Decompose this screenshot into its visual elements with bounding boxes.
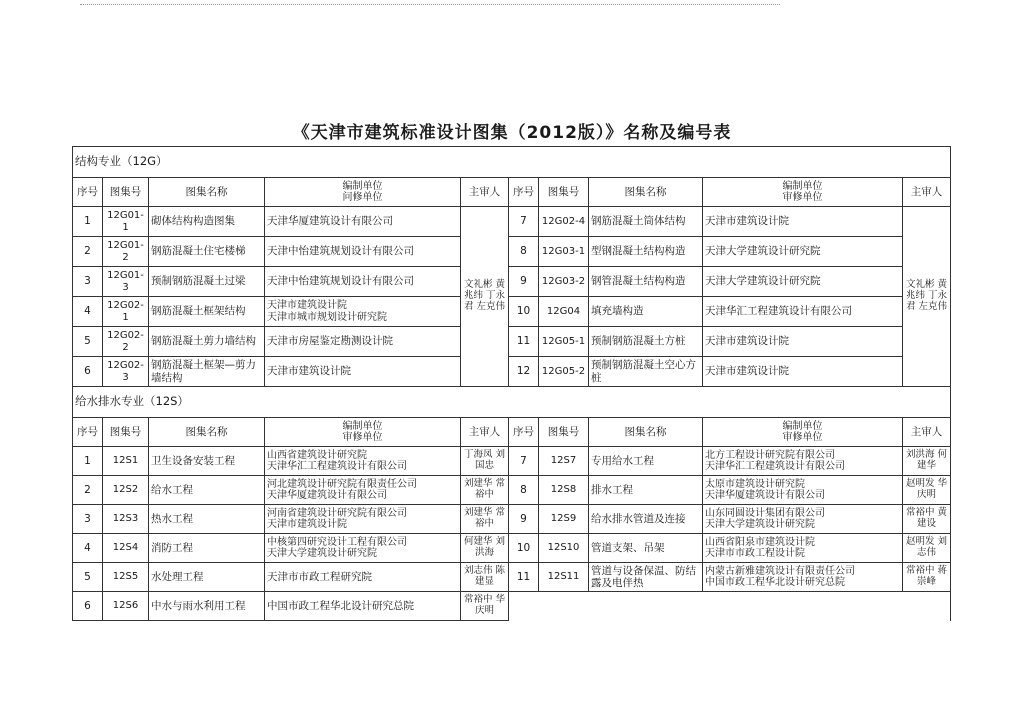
- cell-seq: 1: [73, 207, 103, 237]
- cell-unit-line2: 天津华汇工程建筑设计有限公司: [705, 461, 845, 472]
- cell-unit: [703, 476, 903, 505]
- cell-atlas-name: 钢管混凝土结构构造: [589, 267, 703, 297]
- header-unit-right-l2: 审修单位: [782, 192, 823, 203]
- cell-unit-line1: 山西省阳泉市建筑设计院: [705, 536, 815, 548]
- cell-reviewer: 赵明发 华庆明: [903, 476, 951, 505]
- cell-atlas-name: 钢筋混凝土剪力墙结构: [149, 327, 265, 357]
- cell-atlas-name: 专用给水工程: [589, 447, 703, 476]
- header-seq-right: 序号: [509, 418, 539, 447]
- cell-atlas-name: 预制钢筋混凝土方桩: [589, 327, 703, 357]
- cell-unit: [703, 563, 903, 592]
- cell-unit: [265, 534, 461, 563]
- cell-unit-line1: 河北建筑设计研究院有限责任公司: [267, 478, 417, 490]
- table-row: [73, 357, 951, 387]
- header-unit-l1: 编制单位: [342, 180, 383, 192]
- cell-seq: 5: [73, 563, 103, 592]
- cell-unit-line2: 天津市市政工程设计院: [705, 548, 805, 559]
- cell-atlas-no: 12S10: [539, 534, 589, 563]
- cell-atlas-no: 12S4: [103, 534, 149, 563]
- cell-unit-line2: 天津华厦建筑设计有限公司: [705, 490, 825, 501]
- table-row: [73, 447, 951, 476]
- document-title: 《天津市建筑标准设计图集（2012版）》名称及编号表: [292, 123, 732, 143]
- table-row: [73, 476, 951, 505]
- cell-atlas-no: 12S6: [103, 592, 149, 621]
- header-unit-right-l2: 审修单位: [782, 432, 823, 443]
- section-row-water: [73, 387, 951, 418]
- header-unit-right: [703, 178, 903, 207]
- cell-seq: 8: [509, 476, 539, 505]
- table-row: [73, 207, 951, 237]
- cell-unit: [703, 505, 903, 534]
- cell-unit-line1: 山东同圆设计集团有限公司: [705, 507, 825, 519]
- cell-atlas-no: 12S5: [103, 563, 149, 592]
- empty-cell: [509, 592, 539, 621]
- cell-atlas-no: 12G01-2: [103, 237, 149, 267]
- table-row: [73, 237, 951, 267]
- cell-seq: 11: [509, 327, 539, 357]
- header-atlas-no-right: 图集号: [539, 178, 589, 207]
- cell-seq: 4: [73, 297, 103, 327]
- cell-atlas-no: 12G05-1: [539, 327, 589, 357]
- table-header-row: [73, 178, 951, 207]
- header-unit: [265, 418, 461, 447]
- header-unit-l1: 编制单位: [342, 420, 383, 432]
- cell-atlas-name: 钢筋混凝土筒体结构: [589, 207, 703, 237]
- atlas-table: [72, 146, 951, 621]
- header-atlas-no: 图集号: [103, 178, 149, 207]
- table-header-row: [73, 418, 951, 447]
- cell-seq: 10: [509, 297, 539, 327]
- cell-seq: 5: [73, 327, 103, 357]
- cell-unit-line2: 天津市城市规划设计研究院: [267, 311, 387, 323]
- cell-unit: 天津市建筑设计院: [703, 207, 903, 237]
- cell-unit: 天津中怡建筑规划设计有限公司: [265, 267, 461, 297]
- cell-atlas-no: 12G03-2: [539, 267, 589, 297]
- cell-atlas-no: 12G01-1: [103, 207, 149, 237]
- atlas-table-sheet: [72, 146, 950, 632]
- cell-atlas-no: 12G02-2: [103, 327, 149, 357]
- cell-atlas-no: 12G04: [539, 297, 589, 327]
- cell-unit-line1: 山西省建筑设计研究院: [267, 449, 367, 461]
- cell-unit: 天津市市政工程研究院: [265, 563, 461, 592]
- cell-atlas-no: 12G01-3: [103, 267, 149, 297]
- header-unit-right-l1: 编制单位: [782, 180, 823, 192]
- cell-unit-line1: 北方工程设计研究院有限公司: [705, 449, 835, 461]
- header-unit-l2: 问修单位: [342, 192, 383, 203]
- table-row: [73, 563, 951, 592]
- cell-unit-line1: 天津市建筑设计院: [267, 300, 347, 311]
- header-unit-right-l1: 编制单位: [782, 420, 823, 432]
- empty-cell: [903, 592, 951, 621]
- cell-reviewer: 刘建华 常裕中: [461, 476, 509, 505]
- cell-atlas-no: 12S7: [539, 447, 589, 476]
- header-reviewer: 主审人: [461, 178, 509, 207]
- cell-atlas-name: 预制钢筋混凝土空心方桩: [589, 357, 703, 387]
- header-atlas-name-right: 图集名称: [589, 178, 703, 207]
- cell-unit: 天津市房屋鉴定勘测设计院: [265, 327, 461, 357]
- cell-atlas-name: 砌体结构构造图集: [149, 207, 265, 237]
- table-row: [73, 505, 951, 534]
- header-atlas-no-right: 图集号: [539, 418, 589, 447]
- cell-unit: [265, 476, 461, 505]
- table-row: [73, 327, 951, 357]
- cell-atlas-name: 钢筋混凝土框架结构: [149, 297, 265, 327]
- cell-unit: 天津市建筑设计院: [265, 357, 461, 387]
- cell-unit: [265, 505, 461, 534]
- cell-seq: 2: [73, 476, 103, 505]
- cell-atlas-no: 12S11: [539, 563, 589, 592]
- cell-unit: [265, 447, 461, 476]
- cell-seq: 11: [509, 563, 539, 592]
- cell-atlas-no: 12S9: [539, 505, 589, 534]
- cell-seq: 6: [73, 592, 103, 621]
- cell-seq: 9: [509, 505, 539, 534]
- cell-unit: 天津大学建筑设计研究院: [703, 267, 903, 297]
- cell-atlas-name: 管道支架、吊架: [589, 534, 703, 563]
- empty-cell: [703, 592, 903, 621]
- header-reviewer: 主审人: [461, 418, 509, 447]
- cell-seq: 9: [509, 267, 539, 297]
- cell-unit-line1: 河南省建筑设计研究院有限公司: [267, 507, 407, 519]
- header-seq: 序号: [73, 418, 103, 447]
- header-seq: 序号: [73, 178, 103, 207]
- cell-reviewer: 常裕中 蒋崇峰: [903, 563, 951, 592]
- cell-seq: 3: [73, 267, 103, 297]
- cell-atlas-name: 排水工程: [589, 476, 703, 505]
- cell-reviewer-group: 文礼彬 黄兆纬 丁永君 左克伟: [461, 207, 509, 387]
- cell-reviewer: 刘建华 常裕中: [461, 505, 509, 534]
- cell-seq: 3: [73, 505, 103, 534]
- cell-atlas-no: 12G02-4: [539, 207, 589, 237]
- header-unit-l2: 审修单位: [342, 432, 383, 443]
- cell-atlas-name: 中水与雨水利用工程: [149, 592, 265, 621]
- cell-seq: 2: [73, 237, 103, 267]
- table-row: [73, 297, 951, 327]
- cell-seq: 8: [509, 237, 539, 267]
- cell-reviewer: 刘志伟 陈建显: [461, 563, 509, 592]
- cell-reviewer: 何建华 刘洪海: [461, 534, 509, 563]
- cell-atlas-name: 给水工程: [149, 476, 265, 505]
- cell-atlas-no: 12G02-1: [103, 297, 149, 327]
- header-atlas-name: 图集名称: [149, 178, 265, 207]
- cell-unit: 天津市建筑设计院: [703, 357, 903, 387]
- cell-unit-line1: 内蒙古新雅建筑设计有限责任公司: [705, 565, 855, 577]
- cell-unit-line2: 天津大学建筑设计研究院: [705, 519, 815, 530]
- cell-unit: 天津大学建筑设计研究院: [703, 237, 903, 267]
- cell-atlas-name: 预制钢筋混凝土过梁: [149, 267, 265, 297]
- cell-atlas-name: 水处理工程: [149, 563, 265, 592]
- cell-unit-line2: 中国市政工程华北设计研究总院: [705, 577, 845, 588]
- cell-atlas-no: 12S3: [103, 505, 149, 534]
- cell-atlas-no: 12G03-1: [539, 237, 589, 267]
- table-row: [73, 534, 951, 563]
- cell-unit: 天津华汇工程建筑设计有限公司: [703, 297, 903, 327]
- cell-reviewer: 刘洪海 何建华: [903, 447, 951, 476]
- header-atlas-no: 图集号: [103, 418, 149, 447]
- header-atlas-name-right: 图集名称: [589, 418, 703, 447]
- cell-atlas-no: 12S1: [103, 447, 149, 476]
- header-unit: [265, 178, 461, 207]
- cell-unit-line2: 天津市建筑设计院: [267, 519, 347, 530]
- cell-unit: 天津中怡建筑规划设计有限公司: [265, 237, 461, 267]
- cell-seq: 1: [73, 447, 103, 476]
- cell-atlas-name: 给水排水管道及连接: [589, 505, 703, 534]
- cell-seq: 10: [509, 534, 539, 563]
- cell-reviewer: 常裕中 黄建设: [903, 505, 951, 534]
- cell-atlas-no: 12S8: [539, 476, 589, 505]
- cell-unit: 天津华厦建筑设计有限公司: [265, 207, 461, 237]
- cell-unit: 中国市政工程华北设计研究总院: [265, 592, 461, 621]
- cell-atlas-name: 卫生设备安装工程: [149, 447, 265, 476]
- section-row-structure: [73, 147, 951, 178]
- cell-atlas-name: 管道与设备保温、防结露及电伴热: [589, 563, 703, 592]
- cell-unit-line1: 中核第四研究设计工程有限公司: [267, 536, 407, 548]
- cell-reviewer: 常裕中 华庆明: [461, 592, 509, 621]
- header-unit-right: [703, 418, 903, 447]
- section-title-structure: 结构专业（12G）: [73, 147, 951, 178]
- cell-unit-line2: 天津华汇工程建筑设计有限公司: [267, 461, 407, 472]
- cell-unit: 天津市建筑设计院: [703, 327, 903, 357]
- empty-cell: [589, 592, 703, 621]
- cell-unit-line2: 天津华厦建筑设计有限公司: [267, 490, 387, 501]
- cell-atlas-no: 12S2: [103, 476, 149, 505]
- cell-atlas-name: 钢筋混凝土框架—剪力墙结构: [149, 357, 265, 387]
- cell-unit: [265, 297, 461, 327]
- cell-seq: 7: [509, 447, 539, 476]
- cell-unit: [703, 447, 903, 476]
- scan-artifact-line: [80, 4, 780, 7]
- header-reviewer-right: 主审人: [903, 178, 951, 207]
- section-title-water: 给水排水专业（12S）: [73, 387, 951, 418]
- cell-reviewer: 赵明发 刘志伟: [903, 534, 951, 563]
- cell-reviewer: 丁海凤 刘国忠: [461, 447, 509, 476]
- cell-atlas-name: 消防工程: [149, 534, 265, 563]
- cell-seq: 6: [73, 357, 103, 387]
- cell-seq: 4: [73, 534, 103, 563]
- cell-atlas-no: 12G05-2: [539, 357, 589, 387]
- table-row: [73, 267, 951, 297]
- cell-seq: 7: [509, 207, 539, 237]
- cell-unit: [703, 534, 903, 563]
- table-row: [73, 592, 951, 621]
- empty-cell: [539, 592, 589, 621]
- cell-unit-line2: 天津大学建筑设计研究院: [267, 548, 377, 559]
- header-seq-right: 序号: [509, 178, 539, 207]
- header-atlas-name: 图集名称: [149, 418, 265, 447]
- cell-reviewer-group: 文礼彬 黄兆纬 丁永君 左克伟: [903, 207, 951, 387]
- cell-atlas-no: 12G02-3: [103, 357, 149, 387]
- cell-atlas-name: 钢筋混凝土住宅楼梯: [149, 237, 265, 267]
- header-reviewer-right: 主审人: [903, 418, 951, 447]
- cell-unit-line1: 太原市建筑设计研究院: [705, 478, 805, 490]
- cell-atlas-name: 型钢混凝土结构构造: [589, 237, 703, 267]
- cell-seq: 12: [509, 357, 539, 387]
- cell-atlas-name: 填充墙构造: [589, 297, 703, 327]
- cell-atlas-name: 热水工程: [149, 505, 265, 534]
